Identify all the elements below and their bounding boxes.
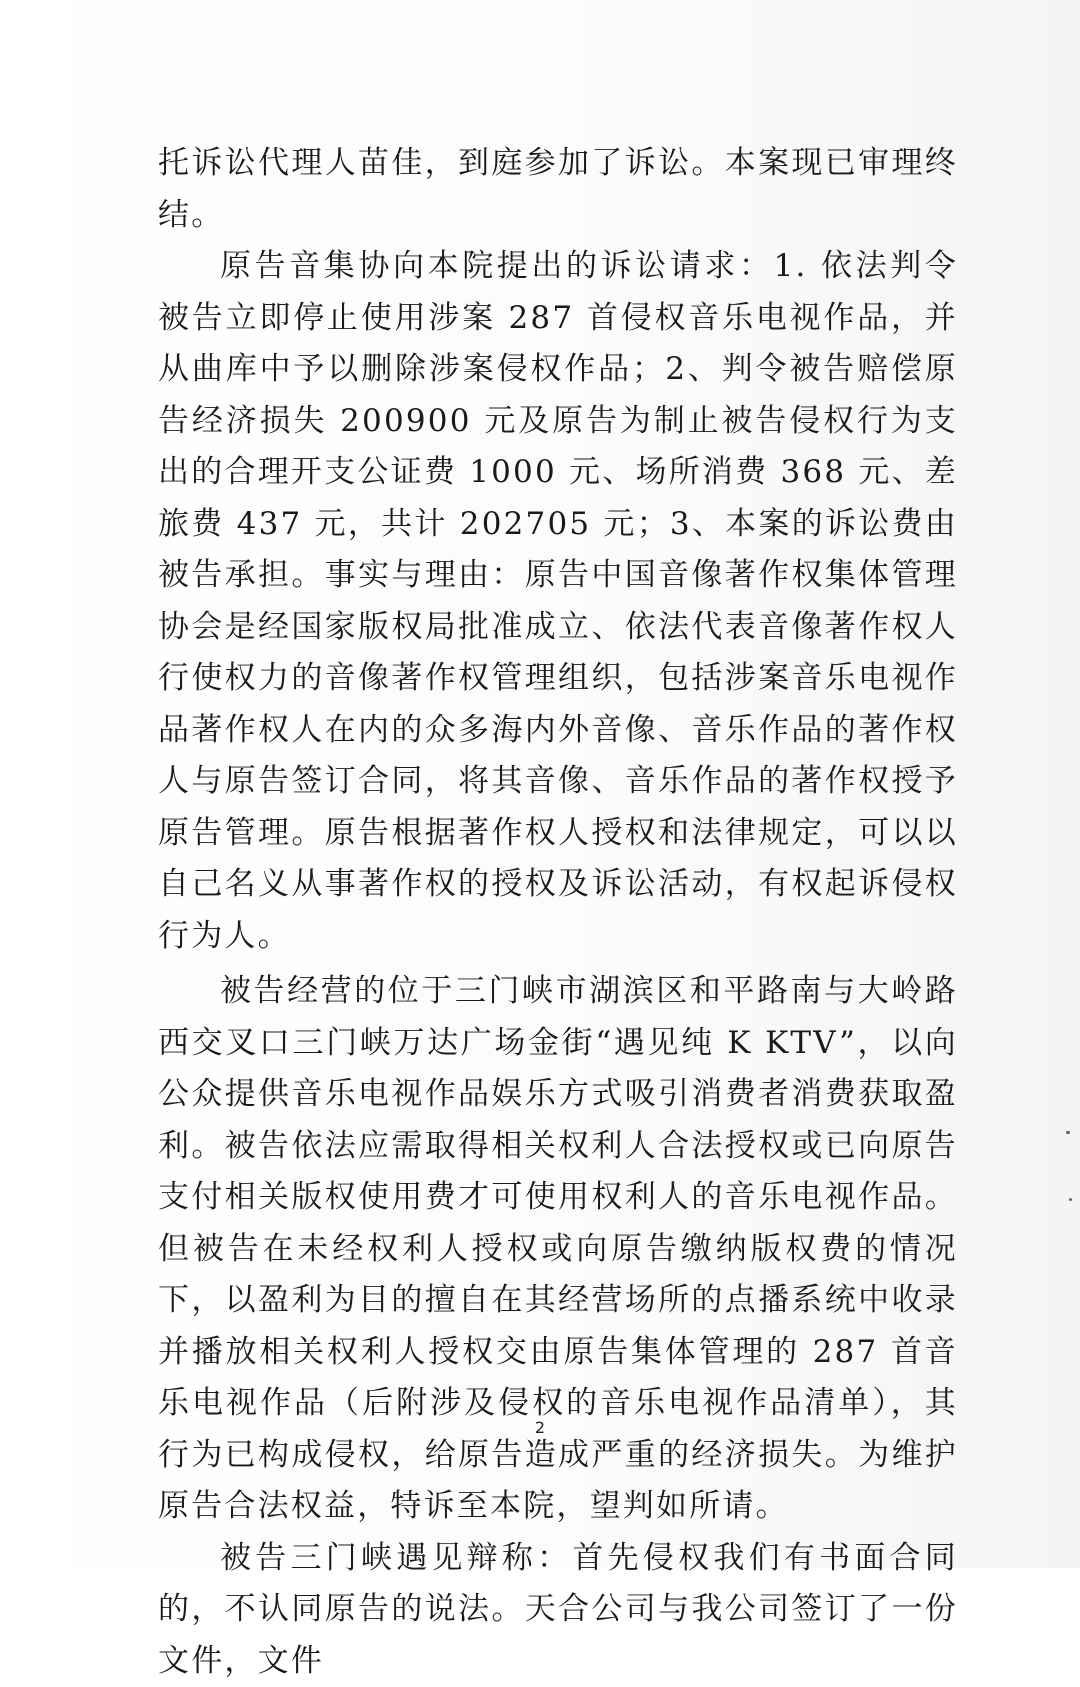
paragraph-defendant-defense: 被告三门峡遇见辩称：首先侵权我们有书面合同的，不认同原告的说法。天合公司与我公司签订了一份文件，文件 xyxy=(158,1533,958,1687)
document-body xyxy=(158,138,958,1687)
paragraph-defendant-business: 被告经营的位于三门峡市湖滨区和平路南与大岭路西交叉口三门峡万达广场金街“遇见纯 K KTV”，以向公众提供音乐电视作品娱乐方式吸引消费者消费获取盈利。被告依法应需取得相关权利人合法授权或已向原告支付相关版权使用费才可使用权利人的音乐电视作品。但被告在未经权利人授权或向原告缴纳版权费的情况下，以盈利为目的擅自在其经营场所的点播系统中收录并播放相关权利人授权交由原告集体管理的 287 首音乐电视作品（后附涉及侵权的音乐电视作品清单），其行为已构成侵权，给原告造成严重的经济损失。为维护原告合法权益，特诉至本院，望判如所请。 xyxy=(158,966,958,1533)
scan-speck xyxy=(1066,1131,1070,1134)
scan-speck xyxy=(1069,1198,1072,1201)
paragraph-continuation: 托诉讼代理人苗佳，到庭参加了诉讼。本案现已审理终结。 xyxy=(158,138,958,241)
page-number: 2 xyxy=(0,1418,1080,1437)
paragraph-plaintiff-claims: 原告音集协向本院提出的诉讼请求：1. 依法判令被告立即停止使用涉案 287 首侵权音乐电视作品，并从曲库中予以删除涉案侵权作品；2、判令被告赔偿原告经济损失 200900 元及原告为制止被告侵权行为支出的合理开支公证费 1000 元、场所消费 368 元、差旅费 437 元，共计 202705 元；3、本案的诉讼费由被告承担。事实与理由：原告中国音像著作权集体管理协会是经国家版权局批准成立、依法代表音像著作权人行使权力的音像著作权管理组织，包括涉案音乐电视作品著作权人在内的众多海内外音像、音乐作品的著作权人与原告签订合同，将其音像、音乐作品的著作权授予原告管理。原告根据著作权人授权和法律规定，可以以自己名义从事著作权的授权及诉讼活动，有权起诉侵权行为人。 xyxy=(158,241,958,962)
